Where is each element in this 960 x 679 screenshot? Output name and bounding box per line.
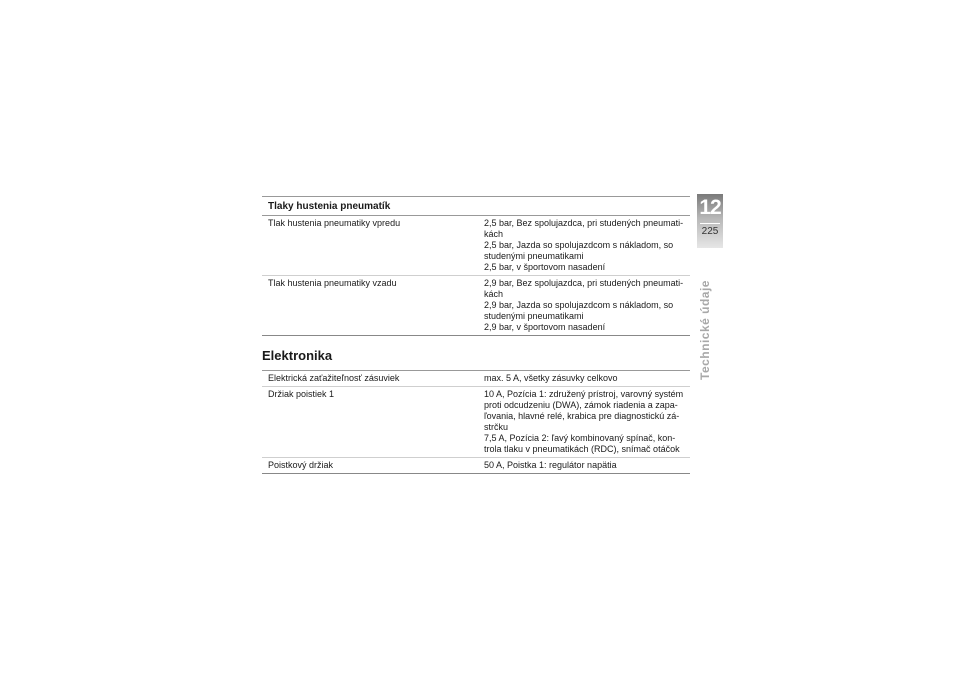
row-label: Držiak poistiek 1: [262, 387, 479, 458]
value-line: 2,9 bar, Bez spolujazdca, pri studených pneumati-: [484, 278, 684, 288]
content: [262, 196, 690, 474]
row-value: [479, 371, 690, 387]
chapter-title: Technické údaje: [698, 280, 712, 380]
value-line: 2,5 bar, Bez spolujazdca, pri studených pneumati-: [484, 218, 684, 228]
table-row: [262, 276, 690, 336]
value-line: 2,5 bar, Jazda so spolujazdcom s nákladom, so: [484, 240, 674, 250]
table-row: [262, 371, 690, 387]
electronics-table: [262, 370, 690, 474]
table-row: [262, 458, 690, 474]
value-line: ľovania, hlavné relé, krabica pre diagnostickú zá-: [484, 411, 680, 421]
chapter-tab: [697, 194, 723, 248]
value-line: proti odcudzeniu (DWA), zámok riadenia a zapa-: [484, 400, 678, 410]
row-value: [479, 387, 690, 458]
table-row: [262, 216, 690, 276]
row-label: Elektrická zaťažiteľnosť zásuviek: [262, 371, 479, 387]
row-value: [479, 276, 690, 336]
row-label: Poistkový držiak: [262, 458, 479, 474]
row-label: Tlak hustenia pneumatiky vpredu: [262, 216, 479, 276]
tire-pressure-table: [262, 216, 690, 336]
value-line: max. 5 A, všetky zásuvky celkovo: [484, 373, 618, 383]
value-line: kách: [484, 289, 504, 299]
value-line: 10 A, Pozícia 1: združený prístroj, varovný systém: [484, 389, 684, 399]
value-line: 2,5 bar, v športovom nasadení: [484, 262, 606, 272]
page-number: 225: [701, 226, 719, 237]
value-line: 7,5 A, Pozícia 2: ľavý kombinovaný spínač, kon-: [484, 433, 676, 443]
value-line: studenými pneumatikami: [484, 251, 584, 261]
row-value: [479, 216, 690, 276]
value-line: kách: [484, 229, 504, 239]
chapter-number: 12: [699, 196, 721, 219]
tire-pressure-title: Tlaky hustenia pneumatík: [262, 196, 690, 216]
value-line: strčku: [484, 422, 509, 432]
value-line: trola tlaku v pneumatikách (RDC), snímač otáčok: [484, 444, 680, 454]
value-line: 2,9 bar, Jazda so spolujazdcom s nákladom, so: [484, 300, 674, 310]
electronics-heading: Elektronika: [262, 348, 333, 363]
table-row: [262, 387, 690, 458]
row-label: Tlak hustenia pneumatiky vzadu: [262, 276, 479, 336]
value-line: 2,9 bar, v športovom nasadení: [484, 322, 606, 332]
row-value: [479, 458, 690, 474]
chapter-divider: [700, 223, 720, 224]
value-line: studenými pneumatikami: [484, 311, 584, 321]
value-line: 50 A, Poistka 1: regulátor napätia: [484, 460, 617, 470]
